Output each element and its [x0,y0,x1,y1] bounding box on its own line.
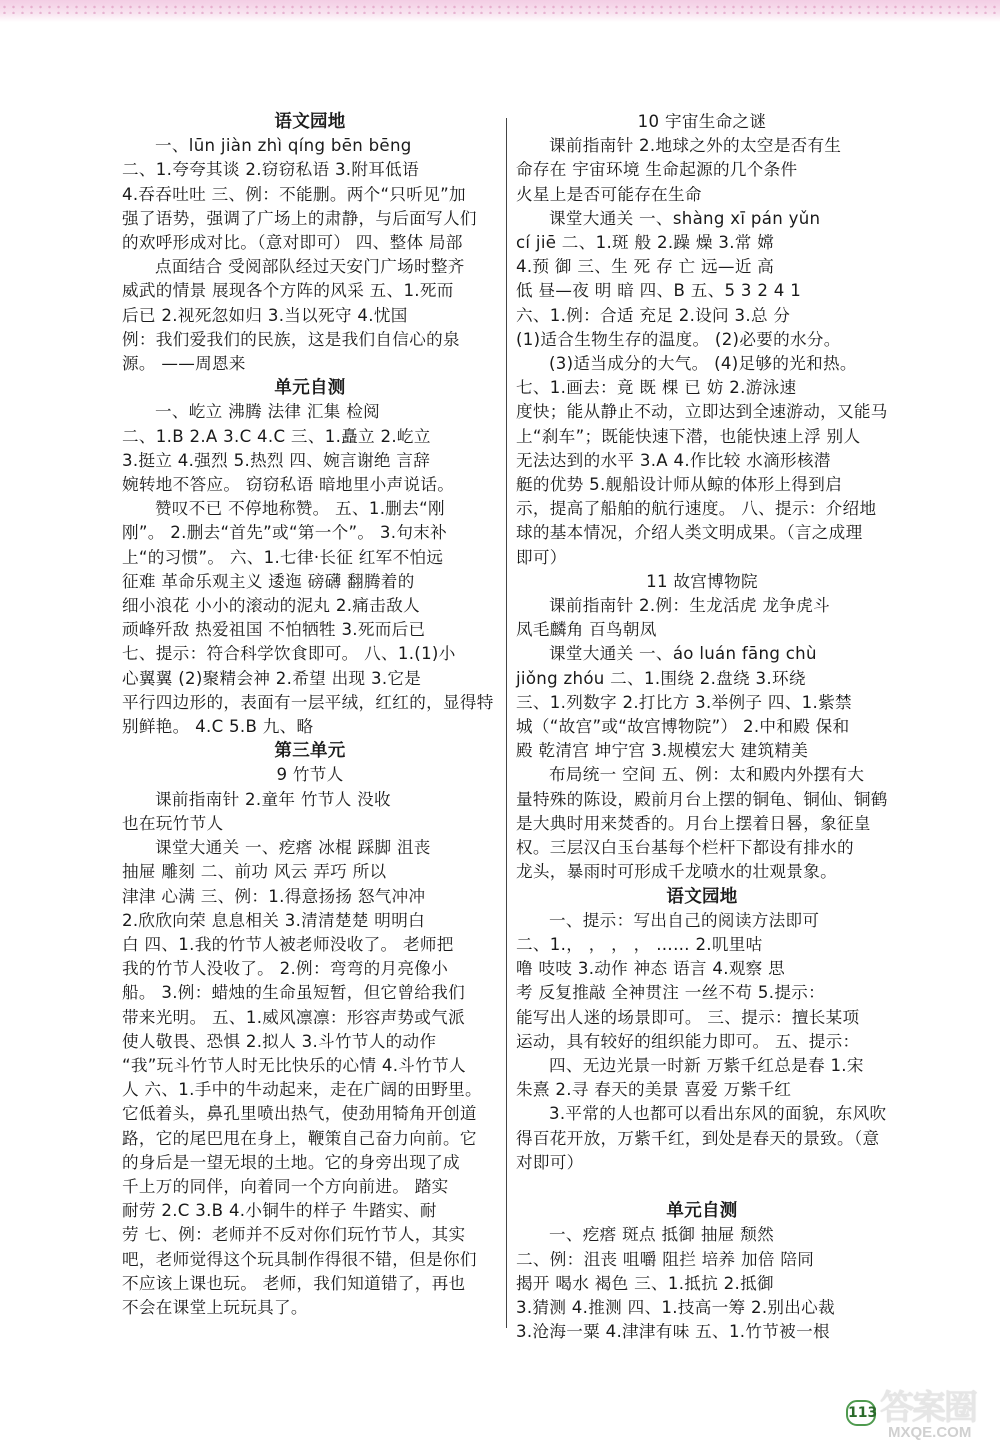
answer-line: 六、1.例：合适 充足 2.设问 3.总 分 [516,305,791,325]
answer-line: 课堂大通关 一、疙瘩 冰棍 踩脚 沮丧 [155,838,431,858]
answer-line: 它低着头，鼻孔里喷出热气，使劲用犄角开创道 [122,1104,477,1124]
watermark-url: MXQE.COM [888,1424,972,1441]
answer-line: 球的基本情况，介绍人类文明成果。（言之成理 [516,523,863,543]
answer-line: 课堂大通关 一、shàng xī pán yǔn [549,208,821,228]
answer-line: 带来光明。 五、1.威风凛凛：形容声势或气派 [122,1007,465,1027]
answer-line: 我的竹节人没收了。 2.例：弯弯的月亮像小 [122,959,449,979]
answer-line: 3.猜测 4.推测 四、1.技高一筹 2.别出心裁 [516,1297,835,1317]
answer-line: 一、lūn jiàn zhì qíng bēn bēng [155,136,412,156]
answer-line: 权。三层汉白玉台基每个栏杆下都设有排水的 [516,838,854,858]
answer-line: 船。 3.例：蜡烛的生命虽短暂，但它曾给我们 [122,983,465,1003]
answer-line: 一、提示：写出自己的阅读方法即可 [549,910,820,930]
answer-line: 二、1.B 2.A 3.C 4.C 三、1.矗立 2.屹立 [122,426,431,446]
answer-line: jiǒng zhóu 二、1.围绕 2.盘绕 3.环绕 [516,668,806,688]
answer-line: 津津 心满 三、例：1.得意扬扬 怒气冲冲 [122,886,426,906]
answer-line: 课堂大通关 一、áo luán fāng chù [549,644,817,664]
section-heading: 语文园地 [666,886,738,907]
answer-line: 龙头，暴雨时可形成千龙喷水的壮观景象。 [516,862,837,882]
answer-line: 赞叹不已 不停地称赞。 五、1.删去“刚 [155,499,445,519]
answer-line: 耐劳 2.C 3.B 4.小铜牛的样子 牛踏实、耐 [122,1201,437,1221]
answer-line: 不应该上课也玩。 老师，我们知道错了，再也 [122,1273,466,1293]
answer-line: 例：我们爱我们的民族，这是我们自信心的泉 [122,329,460,349]
answer-line: 白 四、1.我的竹节人被老师没收了。 老师把 [122,934,454,954]
answer-line: 点面结合 受阅部队经过天安门广场时整齐 [155,257,465,277]
answer-line: 四、无边光景一时新 万紫千红总是春 1.宋 [549,1055,864,1075]
answer-line: 心翼翼 (2)聚精会神 2.希望 出现 3.它是 [122,668,422,688]
answer-line: 上“的习惯”。 六、1.七律·长征 红军不怕远 [122,547,444,567]
answer-line: 度快；能从静止不动，立即达到全速游动，又能马 [516,402,888,422]
section-heading: 语文园地 [274,112,346,132]
section-heading: 第三单元 [274,741,346,762]
answer-line: 殿 乾清宫 坤宁宫 3.规模宏大 建筑精美 [516,741,809,761]
lesson-title: 11 故宫博物院 [646,571,758,591]
answer-line: 七、提示：符合科学饮食即可。 八、1.(1)小 [122,644,456,664]
answer-line: 顽峰歼敌 热爱祖国 不怕牺牲 3.死而后已 [122,620,426,640]
answer-line: 3.沧海一粟 4.津津有味 五、1.竹节被一根 [516,1322,830,1342]
answer-line: 命存在 宇宙环境 生命起源的几个条件 [516,160,798,180]
answer-line: 朱熹 2.寻 春天的美景 喜爱 万紫千红 [516,1080,792,1100]
answer-line: 使人敬畏、恐惧 2.拟人 3.斗竹节人的动作 [122,1031,437,1051]
answer-line: 上“刹车”；既能快速下潜，也能快速上浮 别人 [516,426,861,446]
answer-line: 无法达到的水平 3.A 4.作比较 水滴形核潜 [516,450,831,470]
answer-line: 是大典时用来焚香的。月台上摆着日晷，象征皇 [516,813,871,833]
answer-line: “我”玩斗竹节人时无比快乐的心情 4.斗竹节人 [122,1055,466,1075]
answer-line: 噜 吱吱 3.动作 神态 语言 4.观察 思 [516,959,786,979]
lesson-title: 10 宇宙生命之谜 [637,112,767,131]
answer-line: 课前指南针 2.童年 竹节人 没收 [155,789,391,809]
answer-line: 人 六、1.手中的牛动起来，走在广阔的田野里。 [122,1080,482,1100]
answer-line: 低 昼—夜 明 暗 四、B 五、5 3 2 4 1 [516,281,802,301]
answer-line: 凤毛麟角 百鸟朝凤 [516,620,657,640]
answer-line: 课前指南针 2.例：生龙活虎 龙争虎斗 [549,596,830,616]
column-divider [506,118,507,1328]
answer-line: 刚”。 2.删去“首先”或“第一个”。 3.句末补 [122,523,448,543]
answer-line: 三、1.列数字 2.打比方 3.举例子 四、1.紫禁 [516,692,852,712]
page-number: 113 [846,1400,876,1426]
answer-line: 即可） [516,547,567,567]
answer-line: 2.欣欣向荣 息息相关 3.清清楚楚 明明白 [122,910,425,930]
answer-line: (1)适合生物生存的温度。 (2)必要的水分。 [516,329,841,349]
answer-line: 路，它的尾巴甩在身上，鞭策自己奋力向前。它 [122,1128,477,1148]
section-heading: 单元自测 [666,1201,738,1222]
answer-line: 二、例：沮丧 咀嚼 阻拦 培养 加倍 陪同 [516,1249,815,1269]
answer-line: 城（“故宫”或“故宫博物院”） 2.中和殿 保和 [516,717,850,737]
answer-line [516,1175,888,1199]
answer-line: 一、屹立 沸腾 法律 汇集 检阅 [155,402,381,422]
left-column [122,110,498,1320]
answer-line: 强了语势，强调了广场上的肃静，与后面写人们 [122,208,477,228]
answer-line: 不会在课堂上玩玩具了。 [122,1297,308,1317]
answer-line: 七、1.画去：竟 既 棵 已 妨 2.游泳速 [516,378,797,398]
answer-line: 考 反复推敲 全神贯注 一丝不苟 5.提示： [516,983,826,1003]
section-heading: 单元自测 [274,378,346,399]
lesson-title: 9 竹节人 [276,765,344,785]
answer-line: 后已 2.视死忽如归 3.当以死守 4.忧国 [122,305,408,325]
answer-line: 源。 ——周恩来 [122,354,246,374]
answer-line: cí jiē 二、1.斑 般 2.躁 燥 3.常 嫦 [516,233,775,253]
answer-line: 示，提高了船舶的航行速度。 八、提示：介绍地 [516,499,877,519]
answer-line: 能写出人迷的场景即可。 三、提示：擅长某项 [516,1007,860,1027]
answer-line: 课前指南针 2.地球之外的太空是否有生 [549,136,842,156]
answer-line: 二、1.， ， ， ， …… 2.叽里咕 [516,934,763,954]
answer-line: 细小浪花 小小的滚动的泥丸 2.痛击敌人 [122,596,420,616]
top-band-pattern [0,4,1000,14]
answer-line: 火星上是否可能存在生命 [516,184,702,204]
answer-line: 二、1.夸夸其谈 2.窃窃私语 3.附耳低语 [122,160,419,180]
answer-line: 量特殊的陈设，殿前月台上摆的铜龟、铜仙、铜鹤 [516,789,888,809]
answer-line: 婉转地不答应。 窃窃私语 暗地里小声说话。 [122,475,455,495]
top-decorative-band [0,0,1000,22]
answer-line: 威武的情景 展现各个方阵的风采 五、1.死而 [122,281,454,301]
answer-line: 的身后是一望无垠的土地。它的身旁出现了成 [122,1152,460,1172]
watermark [880,1380,995,1445]
answer-line: 对即可） [516,1152,584,1172]
answer-line: 抽屉 雕刻 二、前功 风云 弄巧 所以 [122,862,387,882]
answer-line: 劳 七、例：老师并不反对你们玩竹节人，其实 [122,1225,466,1245]
answer-line: 3.挺立 4.强烈 5.热烈 四、婉言谢绝 言辞 [122,450,431,470]
answer-line: 平行四边形的，表面有一层平绒，红红的，显得特 [122,692,494,712]
answer-line: 艇的优势 5.舰船设计师从鲸的体形上得到启 [516,475,843,495]
answer-line: 也在玩竹节人 [122,813,224,833]
answer-line: 3.平常的人也都可以看出东风的面貌，东风吹 [549,1104,887,1124]
answer-line: 一、疙瘩 斑点 抵御 抽屉 颓然 [549,1225,775,1245]
answer-line: 别鲜艳。 4.C 5.B 九、略 [122,717,314,737]
answer-line: 征难 革命乐观主义 逶迤 磅礴 翻腾着的 [122,571,415,591]
answer-line: 吧，老师觉得这个玩具制作得很不错，但是你们 [122,1249,477,1269]
answer-line: 运动，具有较好的组织能力即可。 五、提示： [516,1031,860,1051]
answer-line: 揭开 喝水 褐色 三、1.抵抗 2.抵御 [516,1273,774,1293]
answer-line: 4.吞吞吐吐 三、例：不能删。两个“只听见”加 [122,184,466,204]
answer-line: 布局统一 空间 五、例：太和殿内外摆有大 [549,765,865,785]
right-column [516,110,888,1344]
answer-line: 得百花开放，万紫千红，到处是春天的景致。（意 [516,1128,880,1148]
answer-line: (3)适当成分的大气。 (4)足够的光和热。 [549,354,857,374]
answer-line: 的欢呼形成对比。（意对即可） 四、整体 局部 [122,233,463,253]
answer-line: 4.预 御 三、生 死 存 亡 远—近 高 [516,257,775,277]
answer-line: 千上万的同伴，向着同一个方向前进。 踏实 [122,1176,449,1196]
watermark-logo: 答案圈 [880,1388,976,1428]
